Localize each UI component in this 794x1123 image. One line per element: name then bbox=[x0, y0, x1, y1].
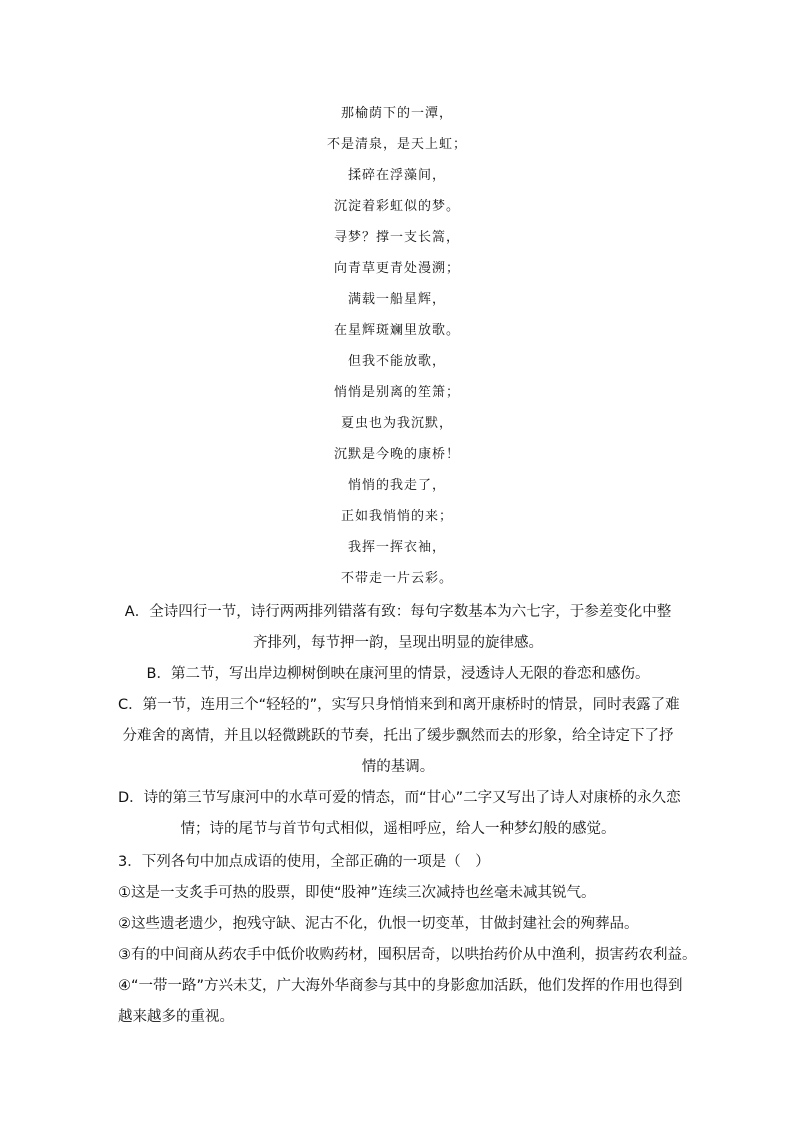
answer-options bbox=[118, 597, 681, 845]
option-a-line-2: 齐排列，每节押一韵，呈现出明显的旋律感。 bbox=[253, 635, 543, 651]
option-d-line-2: 情；诗的尾节与首节句式相似，遥相呼应，给人一种梦幻般的感觉。 bbox=[180, 821, 616, 837]
poem-line: 悄悄是别离的笙箫； bbox=[333, 385, 460, 400]
option-c-line-1: C．第一节，连用三个“轻轻的”，实写只身悄悄来到和离开康桥时的情景，同时表露了难 bbox=[118, 697, 680, 713]
question-item-2: ②这些遗老遗少，抱残守缺、泥古不化，仇恨一切变革，甘做封建社会的殉葬品。 bbox=[118, 916, 639, 932]
poem-line: 沉默是今晚的康桥！ bbox=[333, 447, 460, 462]
poem-line: 不带走一片云彩。 bbox=[340, 571, 453, 586]
poem-line: 夏虫也为我沉默， bbox=[340, 416, 453, 431]
question-stem: 3．下列各句中加点成语的使用，全部正确的一项是（ ） bbox=[118, 854, 490, 870]
option-c-line-3: 情的基调。 bbox=[361, 759, 435, 775]
option-d-line-1: D．诗的第三节写康河中的水草可爱的情态，而“甘心”二字又写出了诗人对康桥的永久恋 bbox=[118, 790, 681, 806]
poem-line: 那榆荫下的一潭， bbox=[340, 106, 453, 121]
question-item-1: ①这是一支炙手可热的股票，即使“股神”连续三次减持也丝毫未减其锐气。 bbox=[118, 885, 596, 901]
option-b: B．第二节，写出岸边柳树倒映在康河里的情景，浸透诗人无限的眷恋和感伤。 bbox=[146, 666, 650, 682]
question-item-4-line-2: 越来越多的重视。 bbox=[118, 1009, 234, 1025]
option-a-line-1: A．全诗四行一节，诗行两两排列错落有致：每句字数基本为六七字，于参差变化中整 bbox=[124, 604, 672, 620]
poem-line: 在星辉斑斓里放歌。 bbox=[333, 323, 460, 338]
question-item-3: ③有的中间商从药农手中低价收购药材，囤积居奇，以哄抬药价从中渔利，损害药农利益。 bbox=[118, 947, 697, 963]
option-c-line-2: 分难舍的离情，并且以轻微跳跃的节奏，托出了缓步飘然而去的形象，给全诗定下了抒 bbox=[122, 728, 674, 744]
poem-line: 悄悄的我走了， bbox=[347, 478, 446, 493]
poem-line: 沉淀着彩虹似的梦。 bbox=[333, 199, 460, 214]
poem-line: 寻梦？撑一支长篙， bbox=[333, 230, 460, 245]
poem-line: 向青草更青处漫溯； bbox=[333, 261, 460, 276]
question-3 bbox=[118, 847, 697, 1033]
poem-line: 不是清泉，是天上虹； bbox=[326, 137, 467, 152]
poem-line: 正如我悄悄的来； bbox=[340, 509, 453, 524]
poem-line: 满载一船星辉， bbox=[347, 292, 446, 307]
poem-excerpt bbox=[0, 98, 794, 594]
poem-line: 揉碎在浮藻间， bbox=[347, 168, 446, 183]
poem-line: 但我不能放歌， bbox=[347, 354, 446, 369]
question-item-4-line-1: ④“一带一路”方兴未艾，广大海外华商参与其中的身影愈加活跃，他们发挥的作用也得到 bbox=[118, 978, 683, 994]
poem-line: 我挥一挥衣袖， bbox=[347, 540, 446, 555]
